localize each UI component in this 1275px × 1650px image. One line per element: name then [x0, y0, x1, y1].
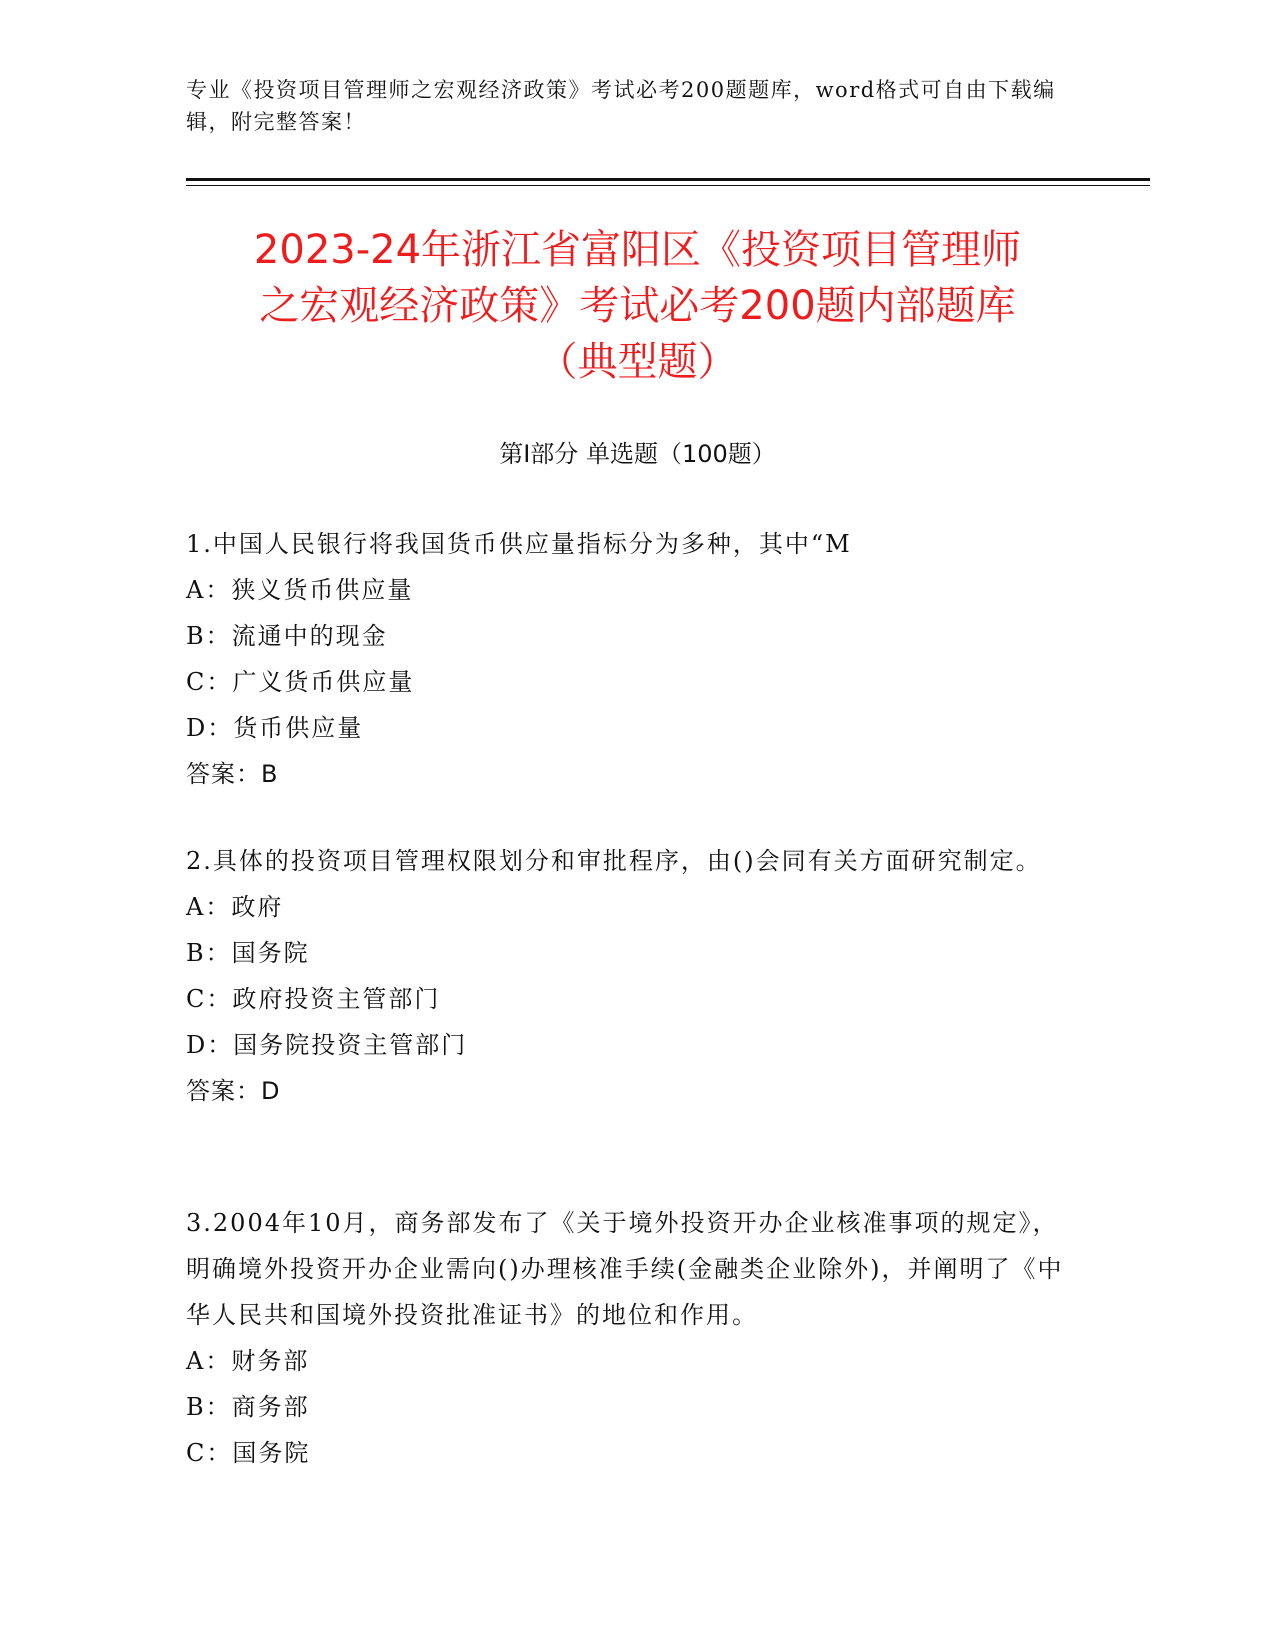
question-3: [186, 1200, 1076, 1476]
question-stem: 3.2004年10月，商务部发布了《关于境外投资开办企业核准事项的规定》，明确境外投资开办企业需向()办理核准手续(金融类企业除外)，并阐明了《中华人民共和国境外投资批准证书》的地位和作用。: [186, 1209, 1064, 1329]
document-title: [150, 222, 1125, 390]
option-b: B：商务部: [186, 1393, 310, 1421]
option-b: B：国务院: [186, 939, 310, 967]
title-line-1: 2023-24年浙江省富阳区《投资项目管理师: [253, 227, 1022, 273]
question-2: [186, 838, 1076, 1114]
question-stem: 2.具体的投资项目管理权限划分和审批程序，由()会同有关方面研究制定。: [186, 847, 1042, 875]
answer-line: 答案：D: [186, 1077, 281, 1105]
option-c: C：政府投资主管部门: [186, 985, 441, 1013]
option-a: A：狭义货币供应量: [186, 576, 414, 604]
answer-line: 答案：B: [186, 760, 279, 788]
question-1: [186, 521, 1076, 797]
question-stem: 1.中国人民银行将我国货币供应量指标分为多种，其中“M: [186, 530, 852, 558]
option-a: A：财务部: [186, 1347, 310, 1375]
section-heading: 第Ⅰ部分 单选题（100题）: [499, 440, 776, 468]
option-a: A：政府: [186, 893, 284, 921]
header-divider-thick: [186, 178, 1150, 181]
option-c: C：国务院: [186, 1439, 311, 1467]
option-d: D：货币供应量: [186, 714, 364, 742]
option-c: C：广义货币供应量: [186, 668, 415, 696]
option-d: D：国务院投资主管部门: [186, 1031, 468, 1059]
header-divider-thin: [186, 185, 1150, 186]
option-b: B：流通中的现金: [186, 622, 388, 650]
title-line-2: 之宏观经济政策》考试必考200题内部题库: [259, 283, 1016, 329]
document-header-note: 专业《投资项目管理师之宏观经济政策》考试必考200题题库，word格式可自由下载编辑，附完整答案！: [186, 78, 1056, 134]
title-line-3: （典型题）: [537, 339, 738, 385]
